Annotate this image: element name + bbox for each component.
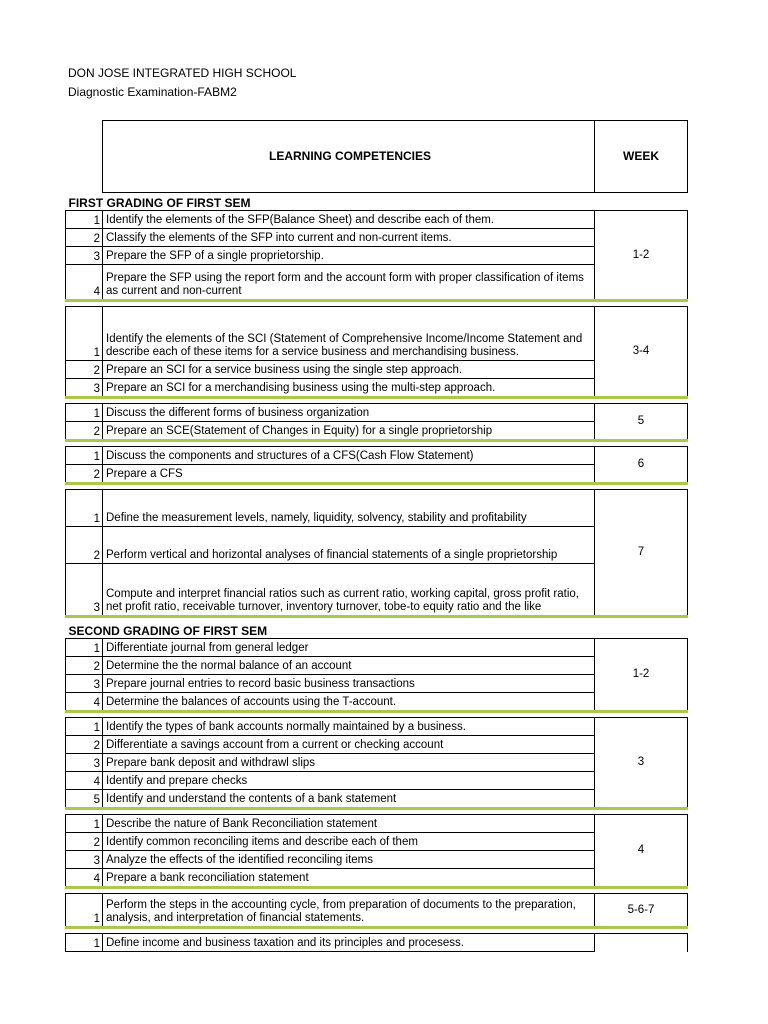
competency-text: Analyze the effects of the identified reconciling items xyxy=(103,851,595,869)
competency-text: Determine the the normal balance of an account xyxy=(103,657,595,675)
item-number: 3 xyxy=(66,754,103,772)
competency-row xyxy=(66,247,688,265)
item-number: 3 xyxy=(66,564,103,617)
competency-row xyxy=(66,718,688,736)
item-number: 1 xyxy=(66,894,103,928)
section-title: SECOND GRADING OF FIRST SEM xyxy=(68,624,268,638)
item-number: 2 xyxy=(66,229,103,247)
exam-title: Diagnostic Examination-FABM2 xyxy=(68,85,237,99)
competency-text: Prepare journal entries to record basic business transactions xyxy=(103,675,595,693)
table-header-row xyxy=(66,121,688,193)
item-number: 2 xyxy=(66,736,103,754)
item-number: 3 xyxy=(66,851,103,869)
item-number: 1 xyxy=(66,490,103,527)
competency-row xyxy=(66,265,688,301)
competency-text: Classify the elements of the SFP into current and non-current items. xyxy=(103,229,595,247)
competency-text: Prepare the SFP using the report form and the account form with proper classification of items as current and non-current xyxy=(103,265,595,301)
competency-text: Identify common reconciling items and describe each of them xyxy=(103,833,595,851)
competency-text: Discuss the components and structures of a CFS(Cash Flow Statement) xyxy=(103,447,595,465)
competency-row xyxy=(66,833,688,851)
item-number: 1 xyxy=(66,639,103,657)
competency-row xyxy=(66,229,688,247)
item-number: 3 xyxy=(66,247,103,265)
competency-text: Define the measurement levels, namely, liquidity, solvency, stability and profitability xyxy=(103,490,595,527)
item-number: 1 xyxy=(66,934,103,952)
competency-text: Determine the balances of accounts using the T-account. xyxy=(103,693,595,712)
week-header: WEEK xyxy=(595,121,688,193)
item-number: 1 xyxy=(66,815,103,833)
school-name: DON JOSE INTEGRATED HIGH SCHOOL xyxy=(68,66,297,80)
competency-row xyxy=(66,211,688,229)
competency-row xyxy=(66,815,688,833)
competency-row xyxy=(66,465,688,484)
item-number: 1 xyxy=(66,447,103,465)
competency-text: Prepare an SCI for a merchandising business using the multi-step approach. xyxy=(103,379,595,398)
week-cell: 5 xyxy=(595,404,688,441)
competency-text: Prepare bank deposit and withdrawl slips xyxy=(103,754,595,772)
item-number: 2 xyxy=(66,833,103,851)
item-number: 4 xyxy=(66,772,103,790)
week-cell: 1-2 xyxy=(595,211,688,301)
competency-row xyxy=(66,772,688,790)
item-number: 2 xyxy=(66,527,103,564)
section-title: FIRST GRADING OF FIRST SEM xyxy=(68,196,251,210)
competency-row xyxy=(66,422,688,441)
competency-row xyxy=(66,490,688,527)
competency-row xyxy=(66,894,688,928)
competency-row xyxy=(66,447,688,465)
competency-row xyxy=(66,693,688,712)
item-number: 4 xyxy=(66,265,103,301)
competency-text: Describe the nature of Bank Reconciliation statement xyxy=(103,815,595,833)
competency-text: Identify and understand the contents of a bank statement xyxy=(103,790,595,809)
competency-table xyxy=(65,120,688,952)
week-cell: 3-4 xyxy=(595,307,688,398)
competency-row xyxy=(66,361,688,379)
week-cell: 3 xyxy=(595,718,688,809)
competency-row xyxy=(66,564,688,617)
competency-row xyxy=(66,657,688,675)
week-cell: 1-2 xyxy=(595,639,688,712)
competency-text: Prepare a bank reconciliation statement xyxy=(103,869,595,888)
item-number: 4 xyxy=(66,693,103,712)
item-number: 1 xyxy=(66,718,103,736)
competency-text: Prepare an SCI for a service business using the single step approach. xyxy=(103,361,595,379)
competency-text: Prepare an SCE(Statement of Changes in Equity) for a single proprietorship xyxy=(103,422,595,441)
section-header-row xyxy=(66,617,688,639)
item-number: 5 xyxy=(66,790,103,809)
competency-row xyxy=(66,736,688,754)
competency-text: Differentiate a savings account from a current or checking account xyxy=(103,736,595,754)
competency-row xyxy=(66,934,688,952)
item-number: 2 xyxy=(66,465,103,484)
competency-row xyxy=(66,379,688,398)
competency-text: Prepare a CFS xyxy=(103,465,595,484)
week-cell: 6 xyxy=(595,447,688,484)
competency-row xyxy=(66,307,688,361)
competency-row xyxy=(66,754,688,772)
competency-text: Define income and business taxation and its principles and procesess. xyxy=(103,934,595,952)
competencies-header: LEARNING COMPETENCIES xyxy=(103,121,595,193)
competency-row xyxy=(66,404,688,422)
item-number: 3 xyxy=(66,379,103,398)
competency-text: Identify and prepare checks xyxy=(103,772,595,790)
week-cell: 5-6-7 xyxy=(595,894,688,928)
week-cell: 4 xyxy=(595,815,688,888)
competency-row xyxy=(66,639,688,657)
item-number: 1 xyxy=(66,211,103,229)
competency-row xyxy=(66,527,688,564)
competency-text: Identify the types of bank accounts normally maintained by a business. xyxy=(103,718,595,736)
item-number: 2 xyxy=(66,657,103,675)
competency-row xyxy=(66,869,688,888)
competency-text: Compute and interpret financial ratios such as current ratio, working capital, gross profit ratio, net profit ratio, receivable turnover, inventory turnover, tobe-to equity ratio and the like xyxy=(103,564,595,617)
competency-text: Identify the elements of the SCI (Statement of Comprehensive Income/Income Statement and describe each of these items for a service business and merchandising business. xyxy=(103,307,595,361)
competency-text: Differentiate journal from general ledger xyxy=(103,639,595,657)
week-cell xyxy=(595,934,688,952)
item-number: 3 xyxy=(66,675,103,693)
competency-row xyxy=(66,790,688,809)
item-number: 2 xyxy=(66,422,103,441)
section-header-row xyxy=(66,193,688,211)
week-cell: 7 xyxy=(595,490,688,617)
competency-text: Perform the steps in the accounting cycle, from preparation of documents to the preparation, analysis, and interpretation of financial statements. xyxy=(103,894,595,928)
item-number: 2 xyxy=(66,361,103,379)
item-number: 1 xyxy=(66,307,103,361)
competency-text: Prepare the SFP of a single proprietorship. xyxy=(103,247,595,265)
competency-row xyxy=(66,851,688,869)
item-number: 1 xyxy=(66,404,103,422)
item-number: 4 xyxy=(66,869,103,888)
competency-text: Perform vertical and horizontal analyses of financial statements of a single proprietorship xyxy=(103,527,595,564)
competency-row xyxy=(66,675,688,693)
competency-text: Identify the elements of the SFP(Balance Sheet) and describe each of them. xyxy=(103,211,595,229)
competency-text: Discuss the different forms of business organization xyxy=(103,404,595,422)
